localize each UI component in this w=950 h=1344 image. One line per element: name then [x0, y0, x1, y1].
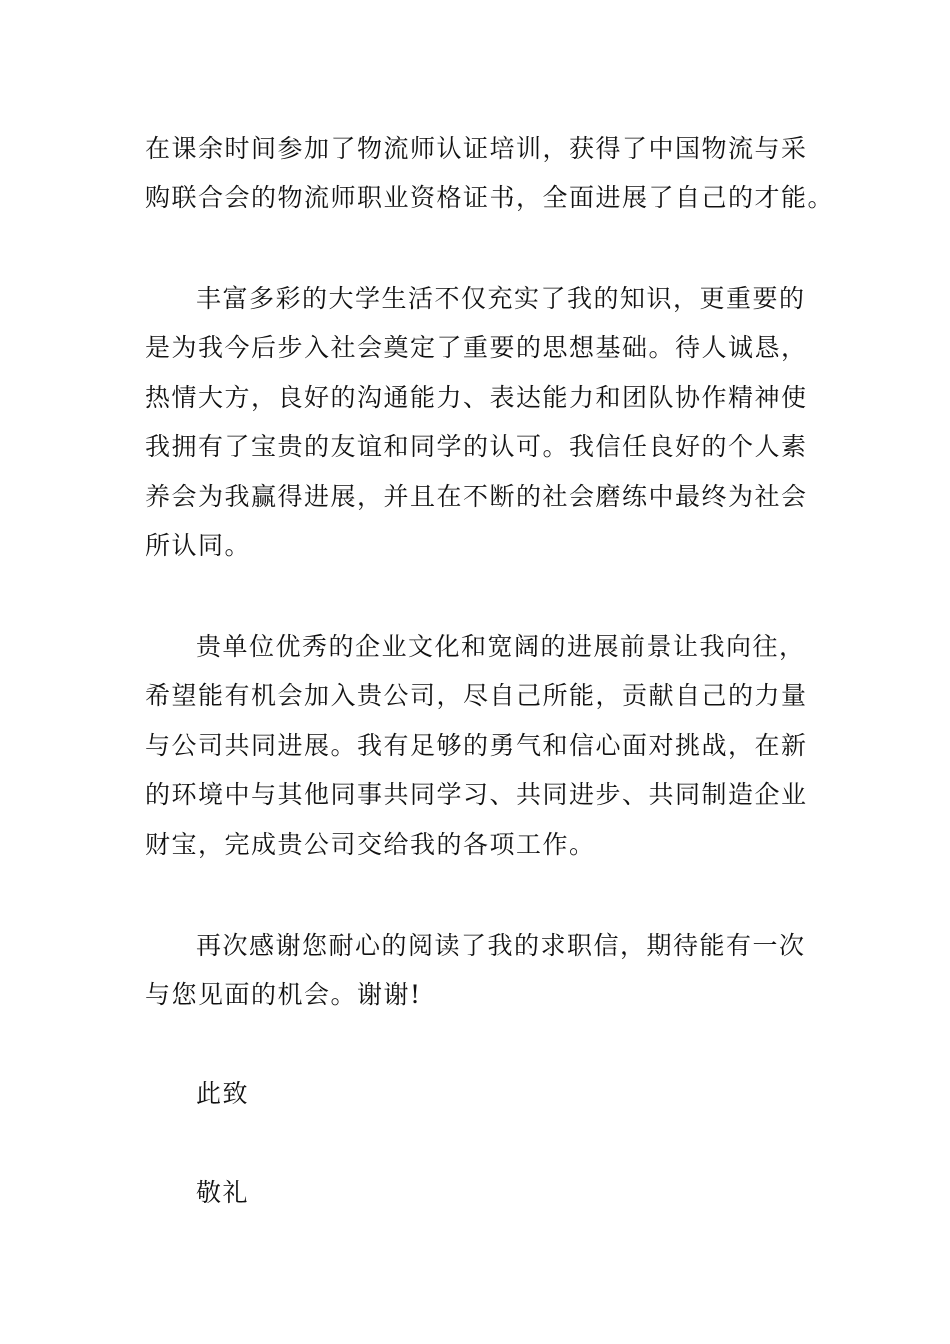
text-line: 的环境中与其他同事共同学习、共同进步、共同制造企业 — [145, 780, 808, 809]
text-line: 与您见面的机会。谢谢! — [145, 980, 422, 1009]
text-line: 是为我今后步入社会奠定了重要的思想基础。待人诚恳， — [145, 333, 808, 362]
text-line: 希望能有机会加入贵公司，尽自己所能，贡献自己的力量 — [145, 681, 808, 710]
text-line: 财宝，完成贵公司交给我的各项工作。 — [145, 830, 596, 859]
text-line: 再次感谢您耐心的阅读了我的求职信，期待能有一次 — [196, 931, 806, 960]
closing-regards: 敬礼 — [196, 1178, 250, 1207]
text-line: 贵单位优秀的企业文化和宽阔的进展前景让我向往， — [196, 632, 806, 661]
closing-salutation: 此致 — [196, 1079, 250, 1108]
text-line: 我拥有了宝贵的友谊和同学的认可。我信任良好的个人素 — [145, 432, 808, 461]
text-line: 丰富多彩的大学生活不仅充实了我的知识，更重要的 — [196, 284, 806, 313]
text-line: 购联合会的物流师职业资格证书，全面进展了自己的才能。 — [145, 183, 835, 212]
text-line: 所认同。 — [145, 531, 252, 560]
text-line: 在课余时间参加了物流师认证培训，获得了中国物流与采 — [145, 134, 808, 163]
text-line: 热情大方，良好的沟通能力、表达能力和团队协作精神使 — [145, 383, 808, 412]
text-line: 养会为我赢得进展，并且在不断的社会磨练中最终为社会 — [145, 482, 808, 511]
text-line: 与公司共同进展。我有足够的勇气和信心面对挑战，在新 — [145, 731, 808, 760]
